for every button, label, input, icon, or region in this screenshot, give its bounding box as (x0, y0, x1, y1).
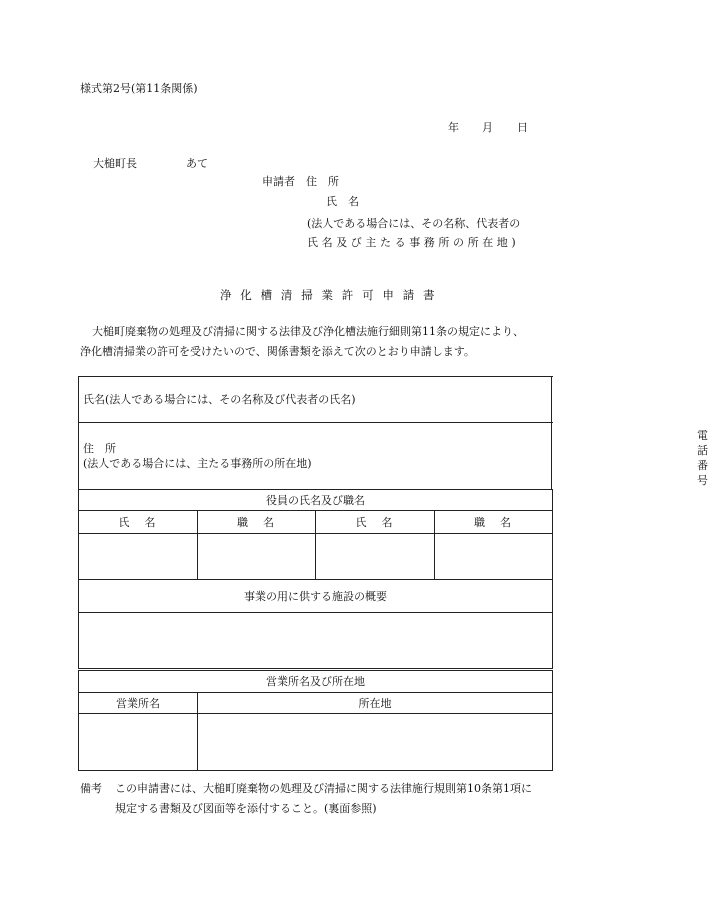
officer-title-header-2: 職 名 (435, 511, 553, 534)
office-table (78, 670, 553, 771)
officers-table (78, 489, 553, 669)
date-day: 日 (517, 121, 528, 134)
remarks-line-2: 規定する書類及び図面等を添付すること。(裏面参照) (115, 802, 377, 815)
office-location-cell[interactable] (198, 714, 553, 771)
officers-header: 役員の氏名及び職名 (79, 490, 553, 511)
officer-title-cell-1[interactable] (198, 534, 316, 580)
document-title: 浄化槽清掃業許可申請書 (220, 288, 444, 302)
addressee-name: 大槌町長 (93, 157, 137, 170)
officer-name-header-2: 氏 名 (316, 511, 435, 534)
form-number: 様式第2号(第11条関係) (80, 82, 198, 95)
remarks-label: 備考 (80, 782, 102, 795)
address-label-note: (法人である場合には、主たる事務所の所在地) (83, 457, 312, 470)
officer-name-cell-2[interactable] (316, 534, 435, 580)
applicant-note-line-2: 氏名及び主たる事務所の所在地) (307, 236, 520, 249)
body-text-line-1: 大槌町廃棄物の処理及び清掃に関する法律及び浄化槽法施行細則第11条の規定により、 (92, 325, 524, 338)
officer-title-header-1: 職 名 (198, 511, 316, 534)
address-label: 住 所 (83, 442, 116, 455)
addressee-suffix: あて (186, 157, 208, 170)
body-text-line-2: 浄化槽清掃業の許可を受けたいので、関係書類を添えて次のとおり申請します。 (80, 345, 475, 358)
office-location-header: 所在地 (198, 693, 553, 714)
officer-name-header-1: 氏 名 (79, 511, 198, 534)
application-table (78, 376, 708, 490)
office-name-cell[interactable] (79, 714, 198, 771)
applicant-address-label: 申請者 住 所 (262, 175, 339, 188)
phone-label: 電話番号 (697, 429, 708, 487)
officer-name-cell-1[interactable] (79, 534, 198, 580)
name-label-cell: 氏名(法人である場合には、その名称及び代表者の氏名) (79, 377, 552, 423)
facility-header: 事業の用に供する施設の概要 (79, 580, 553, 613)
date-year: 年 (448, 121, 459, 134)
facility-value-cell[interactable] (79, 613, 553, 669)
office-header: 営業所名及び所在地 (79, 671, 553, 693)
applicant-note-line-1: (法人である場合には、その名称、代表者の (307, 217, 521, 230)
date-month: 月 (482, 121, 493, 134)
applicant-name-label: 氏 名 (326, 195, 359, 208)
remarks-line-1: この申請書には、大槌町廃棄物の処理及び清掃に関する法律施行規則第10条第1項に (115, 782, 532, 795)
officer-title-cell-2[interactable] (435, 534, 553, 580)
address-label-cell (79, 423, 552, 490)
office-name-header: 営業所名 (79, 693, 198, 714)
